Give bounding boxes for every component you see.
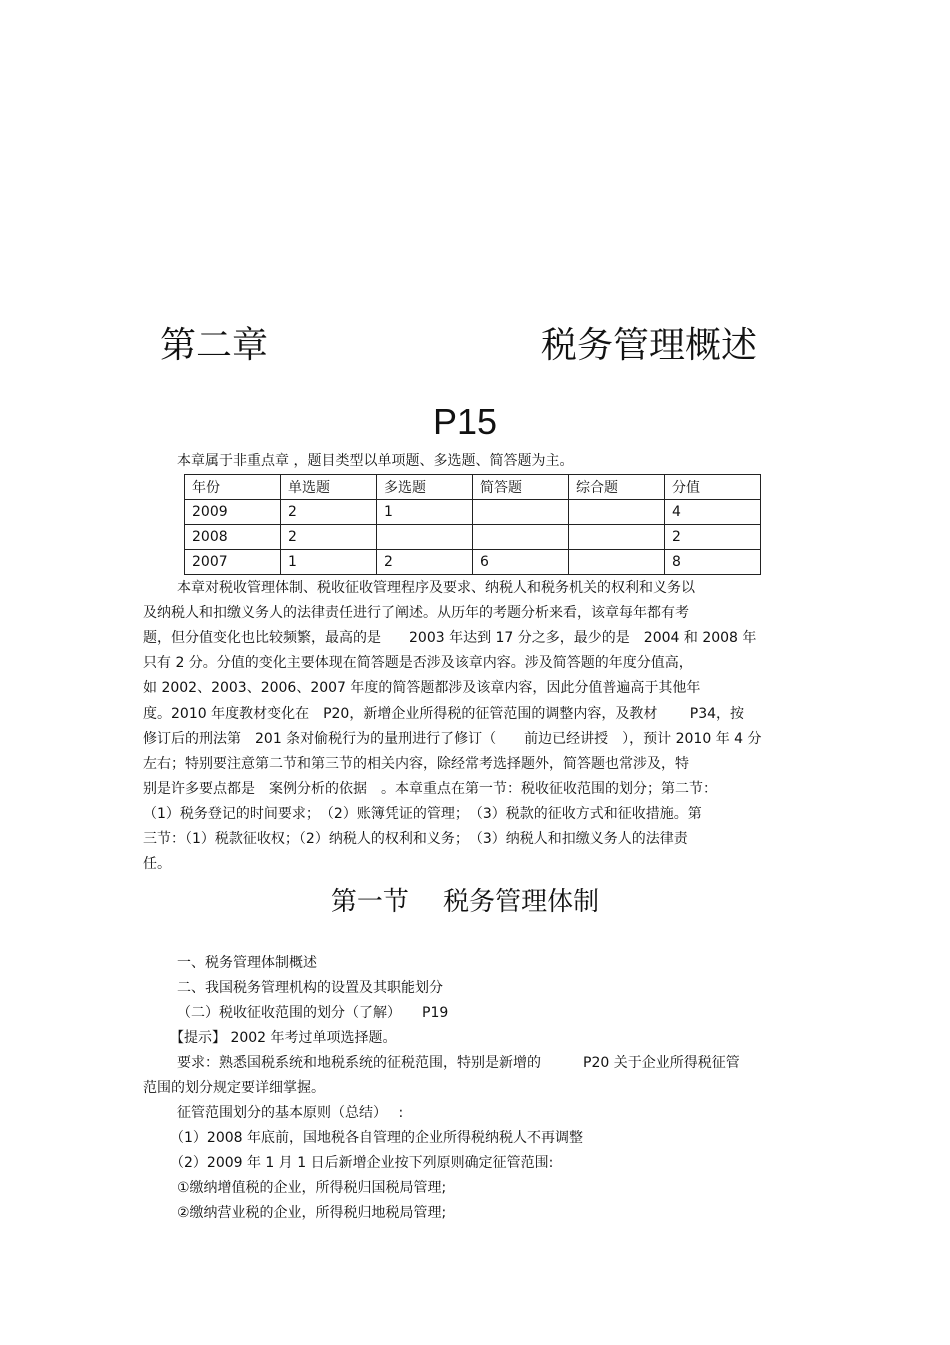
table-row [185,550,761,575]
summary-line: 题，但分值变化也比较频繁，最高的是 2003 年达到 17 分之多，最少的是 2004 和 2008 年 [143,630,757,646]
summary-line: 任。 [143,856,171,872]
table-cell: 8 [665,550,761,575]
section-line: 二、我国税务管理机构的设置及其职能划分 [177,980,443,996]
table-cell: 1 [281,550,377,575]
table-cell: 2 [377,550,473,575]
score-table [184,474,761,575]
intro-text: 本章属于非重点章 ，题目类型以单项题、多选题、简答题为主。 [177,453,574,469]
table-row [185,500,761,525]
summary-line: 本章对税收管理体制、税收征收管理程序及要求、纳税人和税务机关的权利和义务以 [177,580,695,596]
section-line: （二）税收征收范围的划分（了解） P19 [177,1005,449,1021]
summary-line: 度。2010 年度教材变化在 P20，新增企业所得税的征管范围的调整内容，及教材 P34，按 [143,706,745,722]
table-cell [473,500,569,525]
section-line: 要求：熟悉国税系统和地税系统的征税范围，特别是新增的 P20 关于企业所得税征管 [177,1055,740,1071]
summary-line: 修订后的刑法第 201 条对偷税行为的量刑进行了修订（ 前边已经讲授 ），预计 2010 年 4 分 [143,731,762,747]
summary-line: 三节：（1）税款征收权；（2）纳税人的权利和义务； （3）纳税人和扣缴义务人的法律责 [143,831,688,847]
table-header-cell: 分值 [665,475,761,500]
table-cell: 2 [281,525,377,550]
section-line: 一、税务管理体制概述 [177,955,317,971]
section-line: ②缴纳营业税的企业，所得税归地税局管理; [177,1205,447,1221]
table-cell: 4 [665,500,761,525]
chapter-number: 第二章 [160,325,269,366]
chapter-title: 税务管理概述 [541,325,758,366]
table-cell: 2009 [185,500,281,525]
table-header-row [185,475,761,500]
table-cell [569,525,665,550]
section-line: 范围的划分规定要详细掌握。 [143,1080,325,1096]
table-header-cell: 单选题 [281,475,377,500]
summary-line: 及纳税人和扣缴义务人的法律责任进行了阐述。从历年的考题分析来看，该章每年都有考 [143,605,689,621]
section-line: 【提示】 2002 年考过单项选择题。 [170,1030,397,1046]
table-cell [473,525,569,550]
table-cell: 6 [473,550,569,575]
summary-line: 左右；特别要注意第二节和第三节的相关内容，除经常考选择题外，简答题也常涉及，特 [143,756,689,772]
page-reference: P15 [432,401,498,442]
summary-line: 如 2002、2003、2006、2007 年度的简答题都涉及该章内容，因此分值普遍高于其他年 [143,680,701,696]
table-cell: 2 [665,525,761,550]
table-header-cell: 简答题 [473,475,569,500]
summary-line: 别是许多要点都是 案例分析的依据 。本章重点在第一节：税收征收范围的划分；第二节： [143,781,717,797]
table-header-cell: 年份 [185,475,281,500]
table-cell [569,500,665,525]
table-cell: 2 [281,500,377,525]
table-cell: 2007 [185,550,281,575]
summary-line: （1）税务登记的时间要求； （2）账簿凭证的管理； （3）税款的征收方式和征收措施。第 [143,806,702,822]
table-cell: 1 [377,500,473,525]
section-line: 征管范围划分的基本原则（总结） : [177,1105,404,1121]
section-line: ①缴纳增值税的企业，所得税归国税局管理; [177,1180,447,1196]
table-header-cell: 综合题 [569,475,665,500]
section-line: （1）2008 年底前，国地税各自管理的企业所得税纳税人不再调整 [170,1130,583,1146]
table-row [185,525,761,550]
table-cell [569,550,665,575]
summary-line: 只有 2 分。分值的变化主要体现在简答题是否涉及该章内容。涉及简答题的年度分值高， [143,655,693,671]
table-header-cell: 多选题 [377,475,473,500]
table-cell [377,525,473,550]
section-title: 第一节 税务管理体制 [330,887,600,917]
table-cell: 2008 [185,525,281,550]
section-line: （2）2009 年 1 月 1 日后新增企业按下列原则确定征管范围: [170,1155,554,1171]
